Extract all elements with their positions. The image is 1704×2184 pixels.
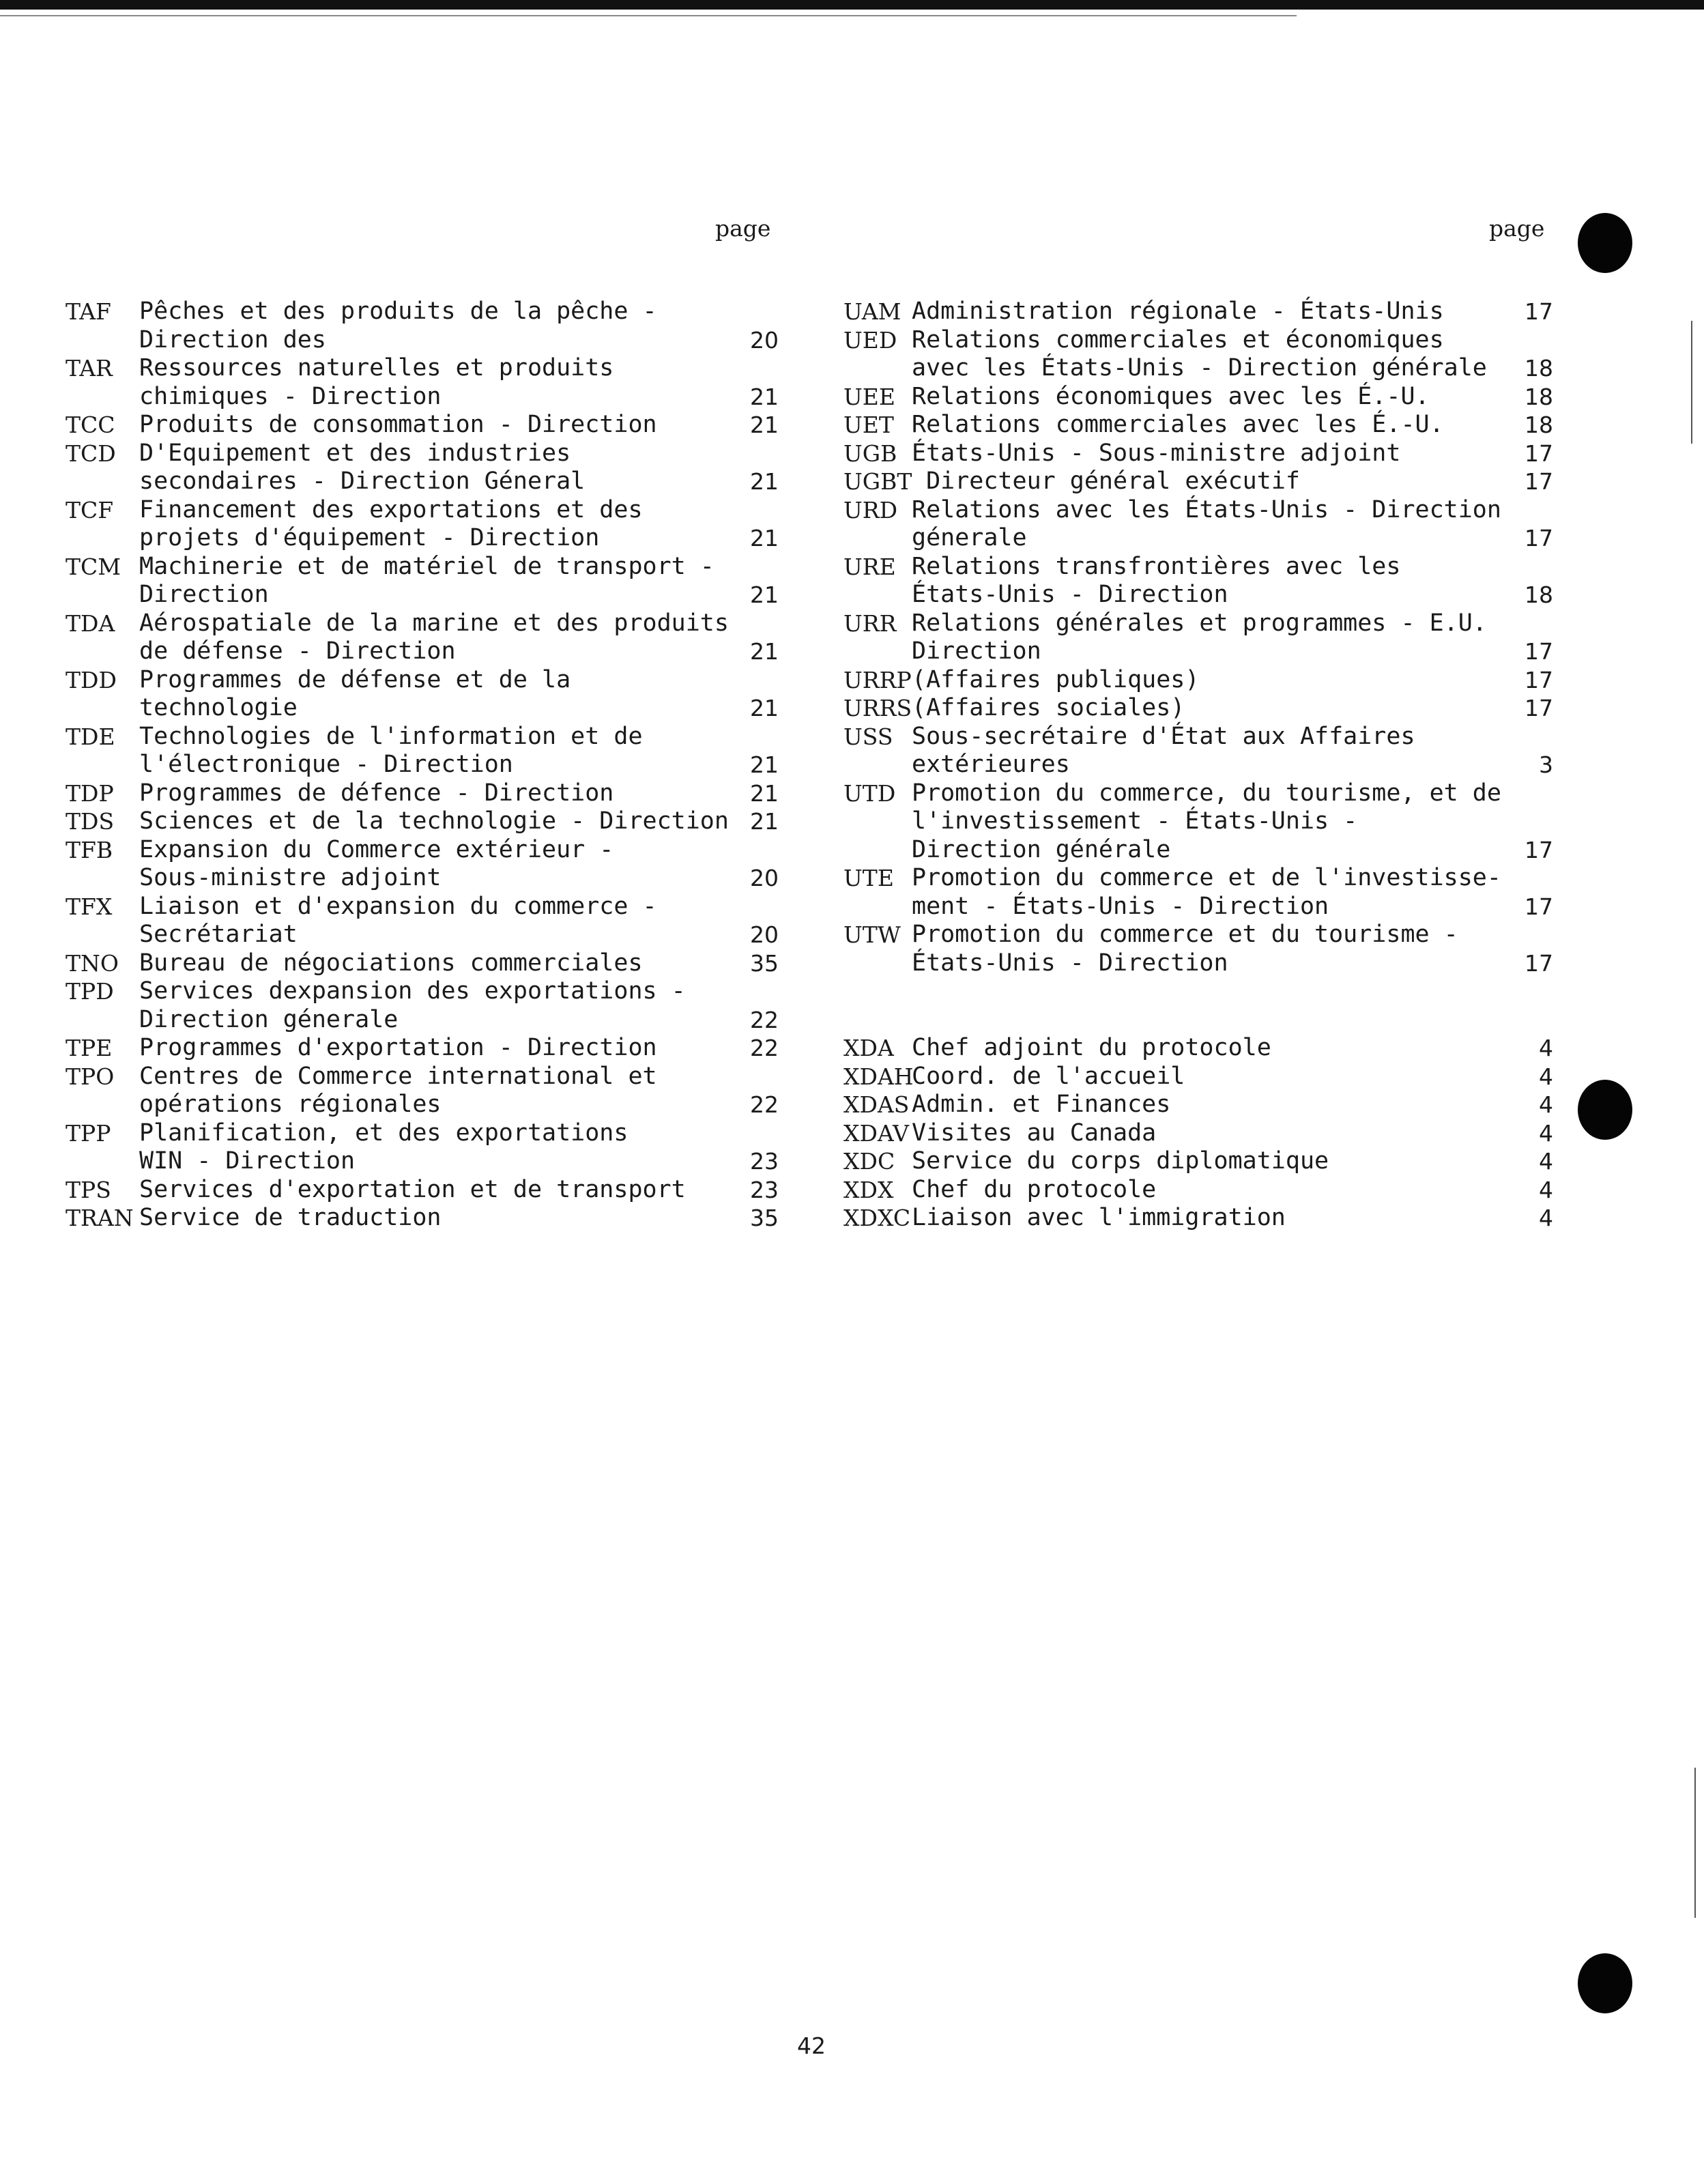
entry-page: 18 [1525, 383, 1553, 410]
index-entry [66, 298, 779, 354]
entry-title-line: (Affaires publiques) [912, 665, 1200, 693]
entry-title [139, 553, 712, 609]
entry-title [139, 411, 712, 440]
entry-title-line: Secrétariat [139, 921, 298, 948]
entry-title-line: Direction générale [912, 835, 1171, 863]
scan-edge-mark [1694, 1768, 1696, 1918]
entry-title-line: (Affaires sociales) [912, 694, 1185, 721]
entry-page: 20 [750, 865, 779, 891]
page-column-header-left: page [715, 215, 771, 242]
entry-title-line: Service du corps diplomatique [912, 1147, 1329, 1175]
index-entry [66, 723, 779, 779]
entry-title-line: Programmes de défense et de la [139, 665, 571, 693]
entry-title-line: Ressources naturelles et produits [139, 354, 614, 382]
entry-title [912, 921, 1485, 977]
index-entry [843, 723, 1553, 779]
entry-page: 17 [1525, 893, 1553, 920]
entry-title [139, 977, 712, 1034]
entry-title-line: Direction [139, 581, 269, 608]
entry-code: URRP [843, 666, 912, 693]
entry-code: TDA [66, 609, 115, 637]
entry-page: 18 [1525, 581, 1553, 608]
entry-page: 21 [750, 468, 779, 495]
entry-title [912, 609, 1485, 666]
entry-page: 4 [1539, 1119, 1553, 1147]
entry-title [912, 723, 1485, 779]
entry-title-line: l'investissement - États-Unis - [912, 807, 1358, 835]
entry-page: 3 [1539, 751, 1553, 778]
entry-title-line: Chef du protocole [912, 1175, 1157, 1203]
index-entry [843, 553, 1553, 609]
entry-code: UEE [843, 383, 895, 410]
entry-page: 4 [1539, 1148, 1553, 1175]
entry-title [912, 298, 1485, 326]
entry-page: 4 [1539, 1176, 1553, 1203]
entry-page: 21 [750, 383, 779, 410]
entry-title-line: Promotion du commerce et de l'investisse- [912, 864, 1501, 891]
entry-title [912, 326, 1485, 383]
entry-title-line: Relations commerciales et économiques [912, 326, 1444, 354]
index-entry [66, 609, 779, 666]
entry-page: 17 [1525, 468, 1553, 495]
entry-title [139, 1034, 712, 1063]
entry-title-line: Direction des [139, 326, 326, 354]
entry-title [139, 723, 712, 779]
entry-page: 17 [1525, 298, 1553, 325]
entry-title-line: Visites au Canada [912, 1119, 1157, 1147]
entry-title-line: Relations économiques avec les É.-U. [912, 382, 1430, 410]
entry-code: UET [843, 412, 894, 438]
entry-code: UED [843, 326, 897, 354]
entry-title-line: projets d'équipement - Direction [139, 524, 600, 551]
entry-title [139, 496, 712, 553]
index-entry [66, 1176, 779, 1205]
entry-title-line: Relations avec les États-Unis - Direction [912, 495, 1501, 523]
entry-title [139, 440, 712, 496]
entry-code: TCD [66, 440, 116, 467]
entry-title [912, 1034, 1485, 1063]
entry-page: 17 [1525, 638, 1553, 665]
entry-title [912, 1176, 1485, 1205]
entry-code: URRS [843, 695, 912, 721]
entry-title-line: Financement des exportations et des [139, 495, 643, 523]
entry-code: TDS [66, 808, 115, 835]
entry-title-line: Pêches et des produits de la pêche - [139, 298, 657, 325]
index-entry [66, 779, 779, 808]
entry-page: 4 [1539, 1091, 1553, 1118]
index-entry [66, 893, 779, 949]
entry-title-line: Promotion du commerce et du tourisme - [912, 921, 1458, 948]
entry-page: 22 [750, 1006, 779, 1033]
entry-title-line: avec les États-Unis - Direction générale [912, 354, 1487, 382]
entry-title [912, 1119, 1485, 1148]
entry-page: 18 [1525, 355, 1553, 382]
page-column-header-right: page [1489, 215, 1545, 242]
entry-page: 4 [1539, 1035, 1553, 1061]
index-entry [66, 440, 779, 496]
index-entry [843, 1034, 1553, 1063]
entry-title [139, 893, 712, 949]
index-entry [66, 354, 779, 411]
index-entry [843, 864, 1553, 921]
index-entry [843, 694, 1553, 723]
entry-title-line: Bureau de négociations commerciales [139, 949, 643, 977]
entry-title-line: Sous-ministre adjoint [139, 864, 442, 891]
entry-title [139, 949, 712, 978]
index-entry [843, 1176, 1553, 1205]
entry-page: 4 [1539, 1063, 1553, 1090]
index-entry [843, 383, 1553, 412]
entry-title-line: Sous-secrétaire d'État aux Affaires [912, 722, 1415, 750]
index-entry [843, 1119, 1553, 1148]
entry-code: TDE [66, 723, 115, 750]
entry-page: 21 [750, 695, 779, 721]
entry-title [139, 666, 712, 723]
index-entry [843, 411, 1553, 440]
entry-code: URE [843, 553, 896, 580]
entry-page: 17 [1525, 949, 1553, 977]
entry-page: 18 [1525, 412, 1553, 438]
entry-page: 4 [1539, 1205, 1553, 1231]
entry-title [139, 298, 712, 354]
entry-code: URD [843, 496, 898, 523]
scan-edge-mark [1691, 321, 1692, 444]
entry-code: TPO [66, 1063, 115, 1090]
entry-title [139, 836, 712, 893]
entry-code: XDA [843, 1035, 894, 1061]
entry-title-line: Chef adjoint du protocole [912, 1034, 1271, 1061]
entry-title-line: Admin. et Finances [912, 1091, 1171, 1118]
entry-title-line: secondaires - Direction Géneral [139, 468, 586, 495]
entry-title-line: WIN - Direction [139, 1147, 356, 1175]
entry-title-line: Relations transfrontières avec les [912, 552, 1401, 580]
entry-title [912, 694, 1485, 723]
entry-page: 21 [750, 525, 779, 551]
entry-title-line: Liaison et d'expansion du commerce - [139, 892, 657, 920]
entry-code: TPP [66, 1119, 111, 1147]
index-group-x [843, 1034, 1553, 1233]
index-entry [66, 977, 779, 1034]
entry-title-line: de défense - Direction [139, 637, 456, 665]
entry-code: XDAH [843, 1063, 914, 1090]
entry-title-line: Planification, et des exportations [139, 1119, 629, 1147]
entry-title [139, 1119, 712, 1176]
entry-code: UAM [843, 298, 901, 325]
entry-code: UTE [843, 865, 894, 891]
entry-title-line: Programmes d'exportation - Direction [139, 1034, 657, 1061]
entry-code: UGB [843, 440, 897, 467]
entry-page: 22 [750, 1091, 779, 1118]
entry-page: 35 [750, 1205, 779, 1231]
index-entry [843, 440, 1553, 468]
entry-title [912, 666, 1485, 695]
entry-title-line: États-Unis - Direction [912, 949, 1228, 977]
entry-title [912, 1204, 1485, 1233]
entry-code: TCC [66, 412, 115, 438]
entry-page: 21 [750, 412, 779, 438]
index-entry [66, 1034, 779, 1063]
entry-title-line: Direction [912, 637, 1041, 665]
entry-title-line: Service de traduction [139, 1204, 442, 1231]
entry-title-line: Relations générales et programmes - E.U. [912, 609, 1487, 637]
entry-code: TNO [66, 949, 119, 977]
entry-title-line: Services dexpansion des exportations - [139, 977, 686, 1005]
entry-title-line: Centres de Commerce international et [139, 1062, 657, 1090]
entry-code: TRAN [66, 1205, 134, 1231]
entry-page: 21 [750, 751, 779, 778]
entry-title-line: Services d'exportation et de transport [139, 1175, 686, 1203]
entry-page: 23 [750, 1176, 779, 1203]
group-separator [843, 977, 1553, 1034]
index-entry [66, 1063, 779, 1119]
index-entry [843, 609, 1553, 666]
entry-title-line: chimiques - Direction [139, 382, 442, 410]
scan-top-border [0, 0, 1704, 10]
entry-code: TPS [66, 1176, 111, 1203]
index-group-u [843, 298, 1553, 977]
entry-code: TAF [66, 298, 111, 325]
punch-hole-middle [1578, 1080, 1632, 1140]
entry-title-line: Programmes de défence - Direction [139, 779, 614, 807]
entry-title-line: Promotion du commerce, du tourisme, et de [912, 779, 1501, 807]
entry-title [912, 1063, 1485, 1091]
entry-code: UTW [843, 921, 901, 948]
entry-title [139, 779, 712, 808]
entry-title-line: Coord. de l'accueil [912, 1062, 1185, 1090]
punch-hole-top [1578, 213, 1632, 273]
entry-code: TFX [66, 893, 113, 920]
entry-title-line: Sciences et de la technologie - Direction [139, 807, 729, 835]
entry-page: 21 [750, 638, 779, 665]
entry-code: TDD [66, 666, 117, 693]
index-entry [66, 949, 779, 978]
punch-hole-bottom [1578, 1953, 1632, 2013]
index-entry [66, 411, 779, 440]
entry-title [139, 354, 712, 411]
index-entry [843, 1147, 1553, 1176]
entry-title [139, 807, 729, 836]
entry-page: 21 [750, 779, 779, 807]
entry-title-line: Administration régionale - États-Unis [912, 298, 1444, 325]
entry-title [139, 1204, 712, 1233]
entry-title [912, 383, 1485, 412]
entry-title-line: technologie [139, 694, 298, 721]
entry-title [912, 779, 1501, 865]
entry-page: 21 [750, 581, 779, 608]
entry-page: 17 [1525, 666, 1553, 693]
entry-page: 17 [1525, 836, 1553, 863]
entry-title [912, 495, 1501, 553]
entry-title-line: extérieures [912, 751, 1070, 778]
entry-page: 23 [750, 1148, 779, 1175]
index-entry [66, 553, 779, 609]
entry-title-line: Produits de consommation - Direction [139, 411, 657, 438]
entry-code: TCM [66, 553, 121, 580]
entry-page: 21 [750, 808, 779, 835]
entry-code: TPE [66, 1035, 113, 1061]
entry-page: 17 [1525, 525, 1553, 551]
index-entry [843, 779, 1553, 865]
entry-title-line: génerale [912, 524, 1027, 551]
entry-title-line: ment - États-Unis - Direction [912, 892, 1329, 920]
entry-title [912, 864, 1501, 921]
index-entry [843, 1091, 1553, 1119]
entry-title-line: Liaison avec l'immigration [912, 1204, 1286, 1231]
scan-top-rule [0, 15, 1297, 16]
entry-title-line: l'électronique - Direction [139, 751, 513, 778]
index-entry [66, 666, 779, 723]
entry-code: UGBT [843, 468, 912, 495]
entry-code: XDC [843, 1148, 895, 1175]
index-entry [843, 1063, 1553, 1091]
index-entry [66, 807, 779, 836]
entry-code: TDP [66, 779, 114, 807]
entry-code: XDAV [843, 1119, 909, 1147]
entry-title [139, 1063, 712, 1119]
entry-title-line: D'Equipement et des industries [139, 439, 571, 467]
entry-title [139, 1176, 712, 1205]
entry-title-line: opérations régionales [139, 1091, 442, 1118]
entry-title-line: Relations commerciales avec les É.-U. [912, 411, 1444, 438]
index-entry [843, 298, 1553, 326]
index-entry [843, 468, 1553, 496]
entry-code: TAR [66, 355, 113, 382]
entry-title-line: Machinerie et de matériel de transport - [139, 552, 714, 580]
entry-code: XDX [843, 1176, 894, 1203]
entry-page: 20 [750, 326, 779, 354]
index-entry [66, 1204, 779, 1233]
entry-page: 17 [1525, 440, 1553, 467]
entry-page: 22 [750, 1035, 779, 1061]
entry-page: 35 [750, 949, 779, 977]
page-number: 42 [797, 2032, 826, 2059]
entry-title-line: États-Unis - Direction [912, 581, 1228, 608]
index-entry [843, 1204, 1553, 1233]
entry-title [912, 440, 1485, 468]
entry-title [139, 609, 729, 666]
index-entry [843, 326, 1553, 383]
entry-title [912, 553, 1485, 609]
index-entry [66, 1119, 779, 1176]
index-entry [66, 496, 779, 553]
entry-code: USS [843, 723, 893, 750]
entry-title [912, 411, 1485, 440]
index-entry [843, 496, 1553, 553]
entry-title-line: Directeur général exécutif [912, 468, 1300, 495]
index-entry [66, 836, 779, 893]
entry-code: TPD [66, 978, 114, 1005]
entry-code: UTD [843, 779, 896, 807]
entry-page: 17 [1525, 695, 1553, 721]
entry-code: XDXC [843, 1205, 911, 1231]
entry-title-line: Technologies de l'information et de [139, 722, 643, 750]
index-column-left [66, 298, 779, 1233]
entry-title-line: États-Unis - Sous-ministre adjoint [912, 439, 1401, 467]
entry-code: URR [843, 609, 897, 637]
index-entry [843, 921, 1553, 977]
entry-title-line: Aérospatiale de la marine et des produits [139, 609, 729, 637]
entry-page: 20 [750, 921, 779, 948]
entry-title [912, 1091, 1485, 1119]
index-column-right [843, 298, 1553, 1233]
entry-title [912, 1147, 1485, 1176]
entry-code: XDAS [843, 1091, 910, 1118]
entry-title [912, 468, 1485, 496]
entry-title-line: Expansion du Commerce extérieur - [139, 835, 614, 863]
index-entry [843, 666, 1553, 695]
entry-code: TFB [66, 836, 113, 863]
entry-code: TCF [66, 496, 114, 523]
entry-title-line: Direction génerale [139, 1005, 399, 1033]
